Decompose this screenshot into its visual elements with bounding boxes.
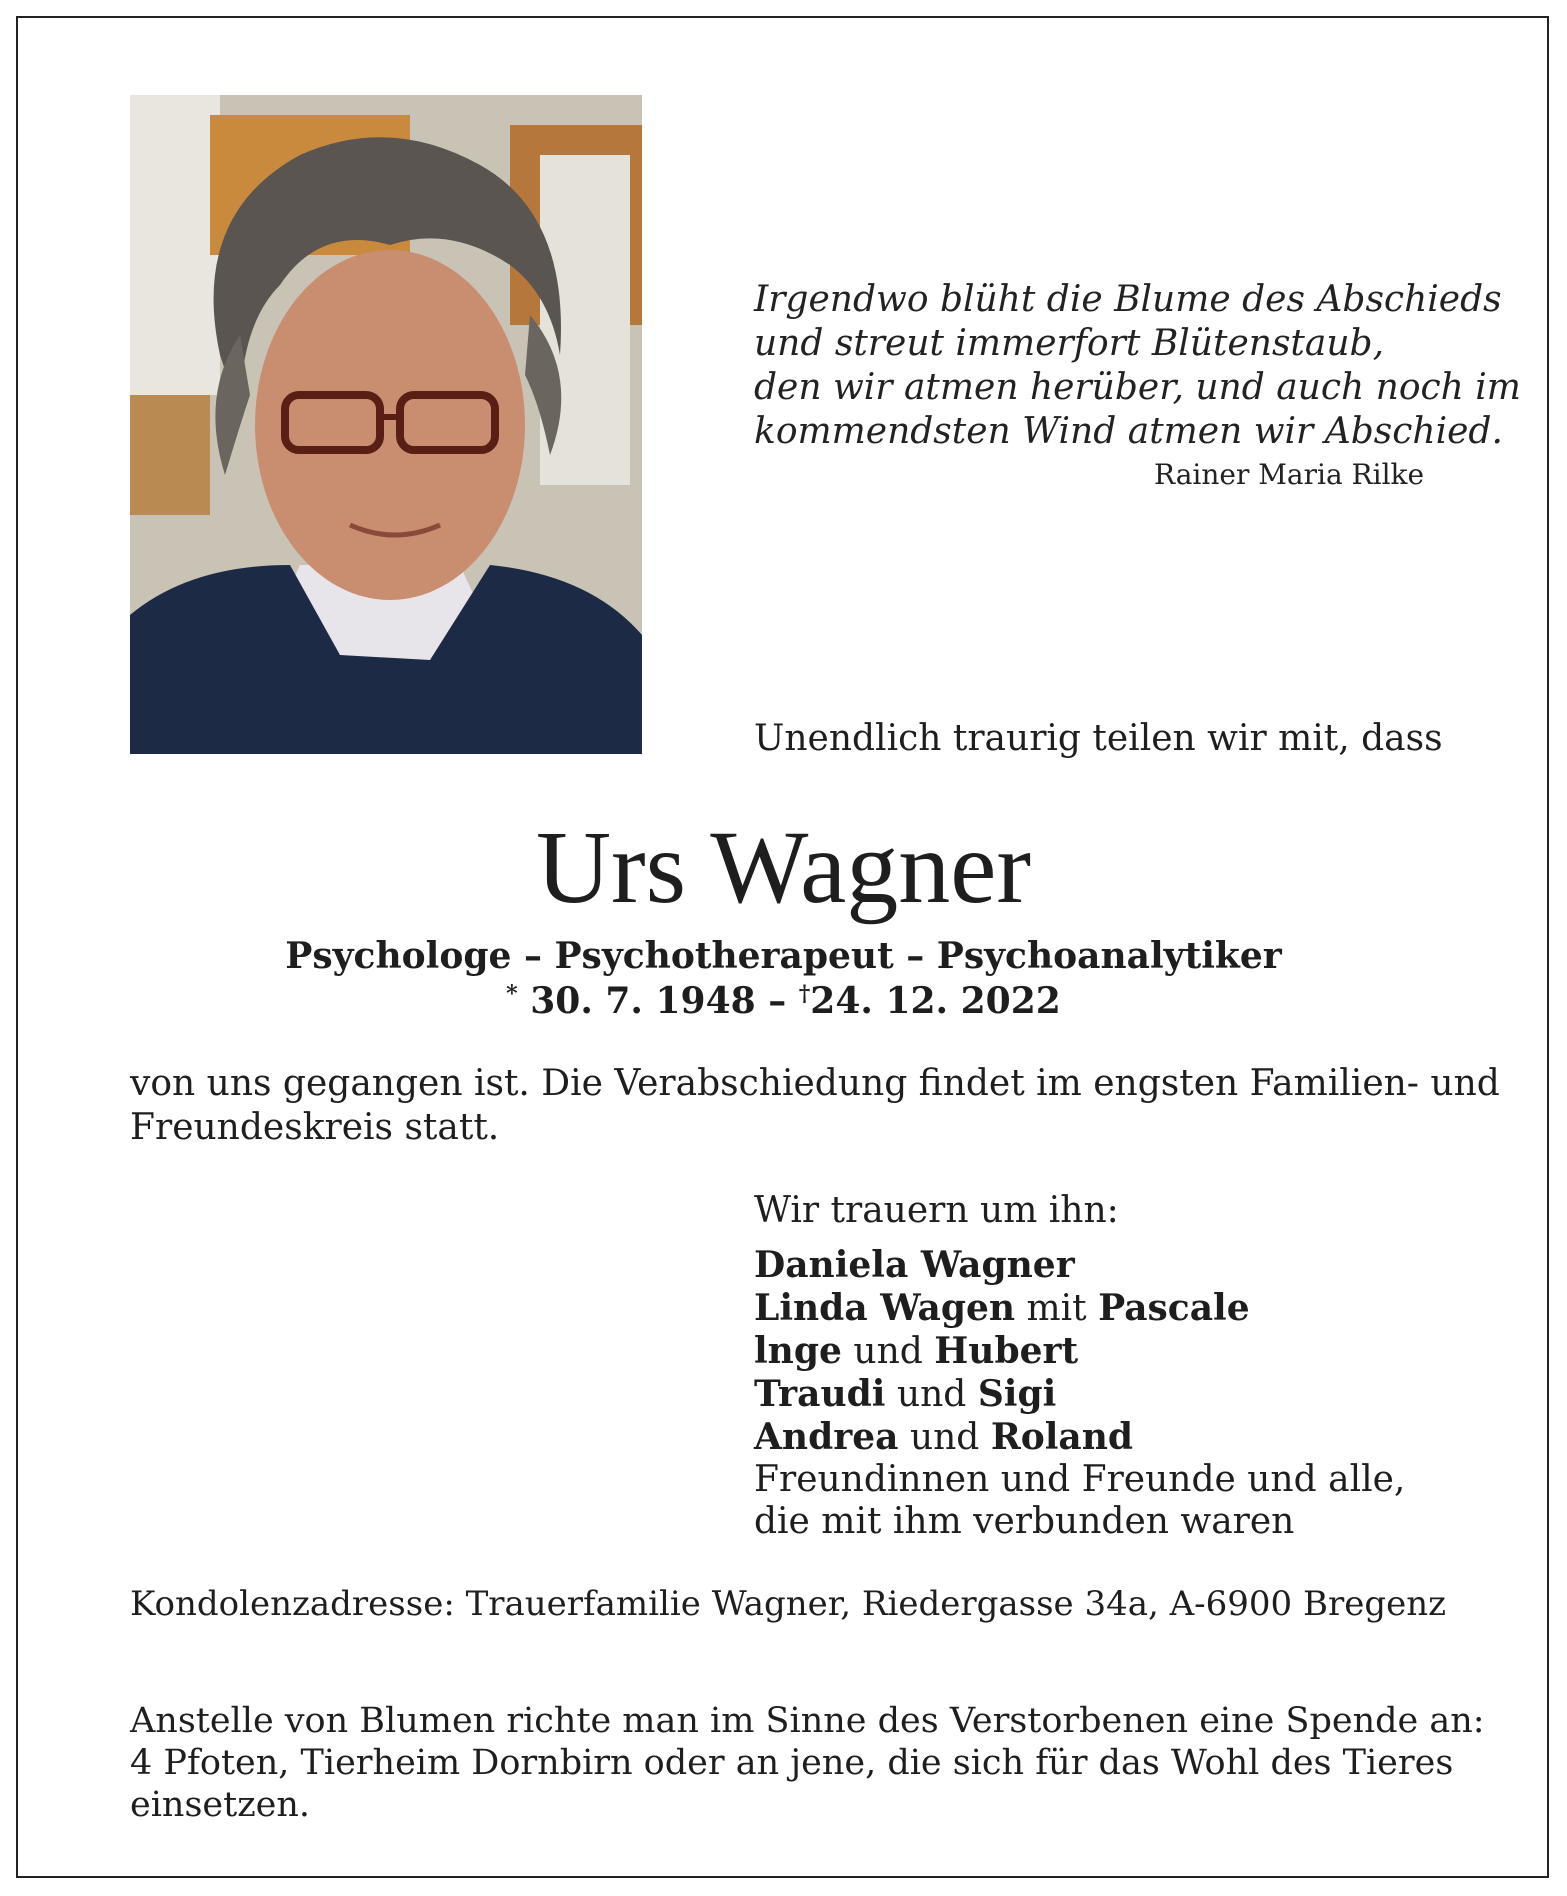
mourner-name: Sigi xyxy=(977,1373,1057,1415)
mourner-name: Andrea xyxy=(754,1416,899,1458)
death-symbol: † xyxy=(798,981,811,1007)
mourners-closing-line: die mit ihm verbunden waren xyxy=(754,1501,1295,1542)
mourner-name: Roland xyxy=(990,1416,1134,1458)
donation-line: 4 Pfoten, Tierheim Dornbirn oder an jene, die sich für das Wohl des Tieres xyxy=(130,1743,1454,1783)
farewell-text xyxy=(130,1062,1500,1150)
mourners-closing-line: Freundinnen und Freunde und alle, xyxy=(754,1459,1406,1500)
mourner-row xyxy=(754,1416,1474,1459)
mourner-name: lnge xyxy=(754,1330,842,1372)
mourner-name: Traudi xyxy=(754,1373,886,1415)
mourner-name: Hubert xyxy=(934,1330,1079,1372)
donation-line: Anstelle von Blumen richte man im Sinne des Verstorbenen eine Spende an: xyxy=(130,1701,1485,1741)
profession: Psychologe – Psychotherapeut – Psychoanalytiker xyxy=(285,935,1282,977)
life-dates xyxy=(0,980,1567,1022)
death-date: 24. 12. 2022 xyxy=(810,980,1061,1022)
birth-date: 30. 7. 1948 – xyxy=(530,980,787,1022)
mourner-row xyxy=(754,1287,1474,1330)
mourner-conjunction: und xyxy=(896,1374,967,1415)
mourner-conjunction: und xyxy=(909,1417,980,1458)
mourner-row xyxy=(754,1330,1474,1373)
intro-text: Unendlich traurig teilen wir mit, dass xyxy=(754,718,1443,759)
condolence-address: Kondolenzadresse: Trauerfamilie Wagner, Riedergasse 34a, A-6900 Bregenz xyxy=(130,1584,1447,1624)
quote-author: Rainer Maria Rilke xyxy=(1154,458,1425,491)
quote-line: Irgendwo blüht die Blume des Abschieds xyxy=(754,279,1502,320)
mourners-list xyxy=(754,1190,1474,1543)
portrait-photo xyxy=(130,95,642,754)
farewell-line: Freundeskreis statt. xyxy=(130,1107,500,1148)
mourners-lead: Wir trauern um ihn: xyxy=(754,1190,1119,1231)
farewell-line: von uns gegangen ist. Die Verabschiedung findet im engsten Familien- und xyxy=(130,1063,1500,1104)
rilke-quote xyxy=(754,278,1521,454)
deceased-name: Urs Wagner xyxy=(535,810,1032,925)
mourner-name: Pascale xyxy=(1098,1287,1250,1329)
birth-symbol: * xyxy=(506,981,518,1007)
mourner-row xyxy=(754,1244,1474,1287)
mourner-conjunction: mit xyxy=(1026,1288,1087,1329)
mourner-row xyxy=(754,1373,1474,1416)
quote-line: den wir atmen herüber, und auch noch im xyxy=(754,367,1521,408)
quote-line: kommendsten Wind atmen wir Abschied. xyxy=(754,411,1503,452)
mourner-name: Daniela Wagner xyxy=(754,1244,1075,1286)
donation-line: einsetzen. xyxy=(130,1785,311,1825)
donation-note xyxy=(130,1700,1485,1826)
mourner-conjunction: und xyxy=(853,1331,923,1372)
mourner-name: Linda Wagen xyxy=(754,1287,1016,1329)
quote-line: und streut immerfort Blütenstaub, xyxy=(754,323,1385,364)
